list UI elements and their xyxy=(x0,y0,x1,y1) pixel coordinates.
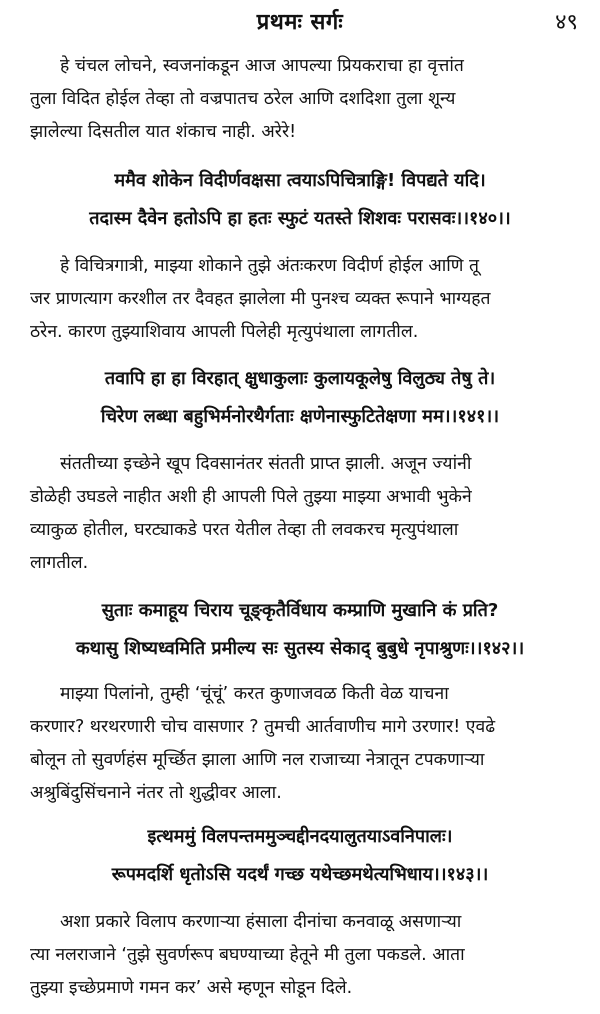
commentary-paragraph-3 xyxy=(30,448,570,580)
text-line: त्या नलराजाने ‘तुझे सुवर्णरूप बघण्याच्या हेतूने मी तुला पकडले. आता xyxy=(30,945,465,965)
text-line: अशा प्रकारे विलाप करणाऱ्या हंसाला दीनांचा कनवाळू असणाऱ्या xyxy=(60,912,462,932)
commentary-paragraph-1 xyxy=(30,50,570,149)
commentary-paragraph-2 xyxy=(30,250,570,349)
verse-line: तदास्म दैवेन हतोऽपि हा हतः स्फुटं यतस्ते शिशवः परासवः।।१४०।। xyxy=(89,208,511,229)
commentary-paragraph-4 xyxy=(30,678,570,810)
verse-line: सुताः कमाहूय चिराय चूङ्कृतैर्विधाय कम्प्राणि मुखानि कं प्रति? xyxy=(101,600,499,621)
text-line: लागतील. xyxy=(30,553,89,573)
text-line: माझ्या पिलांनो, तुम्ही ‘चूंचूं’ करत कुणाजवळ किती वेळ याचना xyxy=(60,684,449,704)
text-line: करणार? थरथरणारी चोच वासणार ? तुमची आर्तवाणीच मागे उरणार! एवढे xyxy=(30,717,496,737)
verse-line: ममैव शोकेन विदीर्णवक्षसा त्वयाऽपिचित्राङ्गि! विपद्यते यदि। xyxy=(114,170,486,191)
text-line: ठरेन. कारण तुझ्याशिवाय आपली पिलेही मृत्युपंथाला लागतील. xyxy=(30,322,419,342)
page-header xyxy=(0,4,600,40)
text-line: डोळेही उघडले नाहीत अशी ही आपली पिले तुझ्या माझ्या अभावी भुकेने xyxy=(30,487,472,507)
verse-142 xyxy=(30,592,570,668)
text-line: तुझ्या इच्छेप्रमाणे गमन कर’ असे म्हणून सोडून दिले. xyxy=(30,978,353,998)
verse-line: कथासु शिष्यध्वमिति प्रमील्य सः सुतस्य सेकाद् बुबुधे नृपाश्रुणः।।१४२।। xyxy=(75,638,525,659)
text-line: हे विचित्रगात्री, माझ्या शोकाने तुझे अंतःकरण विदीर्ण होईल आणि तू xyxy=(60,256,479,276)
page-number: ४९ xyxy=(555,10,578,35)
text-line: अश्रुबिंदुसिंचनाने नंतर तो शुद्धीवर आला. xyxy=(30,783,282,803)
verse-line: रूपमदर्शि धृतोऽसि यदर्थं गच्छ यथेच्छमथेत्यभिधाय।।१४३।। xyxy=(111,864,489,885)
verse-line: चिरेण लब्धा बहुभिर्मनोरथैर्गताः क्षणेनास्फुटितेक्षणा मम।।१४१।। xyxy=(100,406,500,427)
text-line: व्याकुळ होतील, घरट्याकडे परत येतील तेव्हा ती लवकरच मृत्युपंथाला xyxy=(30,520,459,540)
commentary-paragraph-5 xyxy=(30,906,570,1005)
verse-143 xyxy=(30,818,570,894)
text-line: जर प्राणत्याग करशील तर दैवहत झालेला मी पुनश्च व्यक्त रूपाने भाग्यहत xyxy=(30,289,491,309)
text-line: बोलून तो सुवर्णहंस मूर्च्छित झाला आणि नल राजाच्या नेत्रातून टपकणाऱ्या xyxy=(30,750,485,770)
text-line: संततीच्या इच्छेने खूप दिवसानंतर संतती प्राप्त झाली. अजून ज्यांनी xyxy=(60,454,472,474)
verse-line: तवापि हा हा विरहात् क्षुधाकुलाः कुलायकूलेषु विलुठ्य तेषु ते। xyxy=(104,368,496,389)
chapter-title: प्रथमः सर्गः xyxy=(256,10,344,35)
text-line: हे चंचल लोचने, स्वजनांकडून आज आपल्या प्रियकराचा हा वृत्तांत xyxy=(60,56,464,76)
verse-141 xyxy=(30,360,570,436)
text-line: झालेल्या दिसतील यात शंकाच नाही. अरेरे! xyxy=(30,122,297,142)
text-line: तुला विदित होईल तेव्हा तो वज्रपातच ठरेल आणि दशदिशा तुला शून्य xyxy=(30,89,456,109)
verse-140 xyxy=(30,162,570,238)
verse-line: इत्थममुं विलपन्तममुञ्चद्दीनदयालुतयाऽवनिपालः। xyxy=(147,826,453,847)
